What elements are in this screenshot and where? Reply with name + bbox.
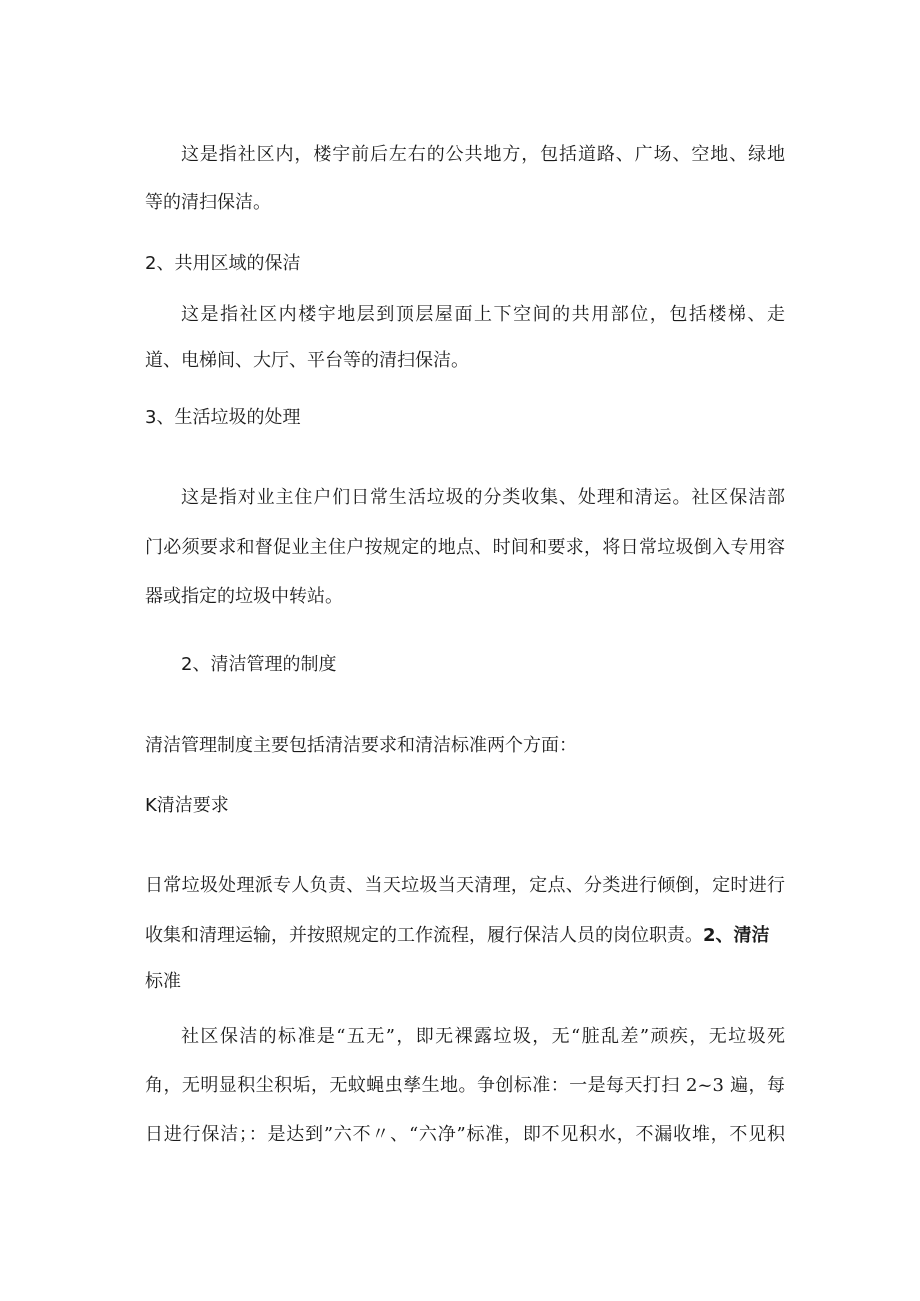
- heading-garbage-handling: 3、生活垃圾的处理: [145, 407, 301, 428]
- paragraph-shared-area-line-2: 道、电梯间、大厅、平台等的清扫保洁。: [145, 350, 469, 371]
- paragraph-garbage-line-3: 器或指定的垃圾中转站。: [145, 586, 343, 607]
- heading-cleaning-requirements: K清洁要求: [145, 795, 229, 816]
- paragraph-standards-line-3: 日进行保洁；：是达到”六不〃、“六净”标准，即不见积水，不漏收堆，不见积: [145, 1124, 785, 1145]
- paragraph-requirements-line-2: [145, 924, 785, 948]
- requirements-line-2-text: 收集和清理运输，并按照规定的工作流程，履行保洁人员的岗位职责。: [145, 925, 703, 946]
- paragraph-requirements-line-1: 日常垃圾处理派专人负责、当天垃圾当天清理，定点、分类进行倾倒，定时进行: [145, 875, 785, 896]
- paragraph-system-intro: 清洁管理制度主要包括清洁要求和清洁标准两个方面：: [145, 735, 577, 756]
- heading-cleaning-standards: 2、清洁: [703, 925, 770, 946]
- heading-cleaning-system: 2、清洁管理的制度: [181, 654, 337, 675]
- heading-cleaning-standards-continued: 标准: [145, 971, 181, 992]
- paragraph-public-area-line-2: 等的清扫保洁。: [145, 192, 271, 213]
- paragraph-garbage-line-1: 这是指对业主住户们日常生活垃圾的分类收集、处理和清运。社区保洁部: [181, 487, 785, 508]
- paragraph-garbage-line-2: 门必须要求和督促业主住户按规定的地点、时间和要求，将日常垃圾倒入专用容: [145, 537, 785, 558]
- paragraph-standards-line-1: 社区保洁的标准是“五无”，即无裸露垃圾，无“脏乱差”顽疾，无垃圾死: [181, 1026, 785, 1047]
- paragraph-standards-line-2: 角，无明显积尘积垢，无蚊蝇虫孳生地。争创标准：一是每天打扫 2~3 遍，每: [145, 1075, 785, 1096]
- heading-shared-area: 2、共用区域的保洁: [145, 253, 301, 274]
- paragraph-shared-area-line-1: 这是指社区内楼宇地层到顶层屋面上下空间的共用部位，包括楼梯、走: [181, 304, 785, 325]
- paragraph-public-area-line-1: 这是指社区内，楼宇前后左右的公共地方，包括道路、广场、空地、绿地: [181, 144, 785, 165]
